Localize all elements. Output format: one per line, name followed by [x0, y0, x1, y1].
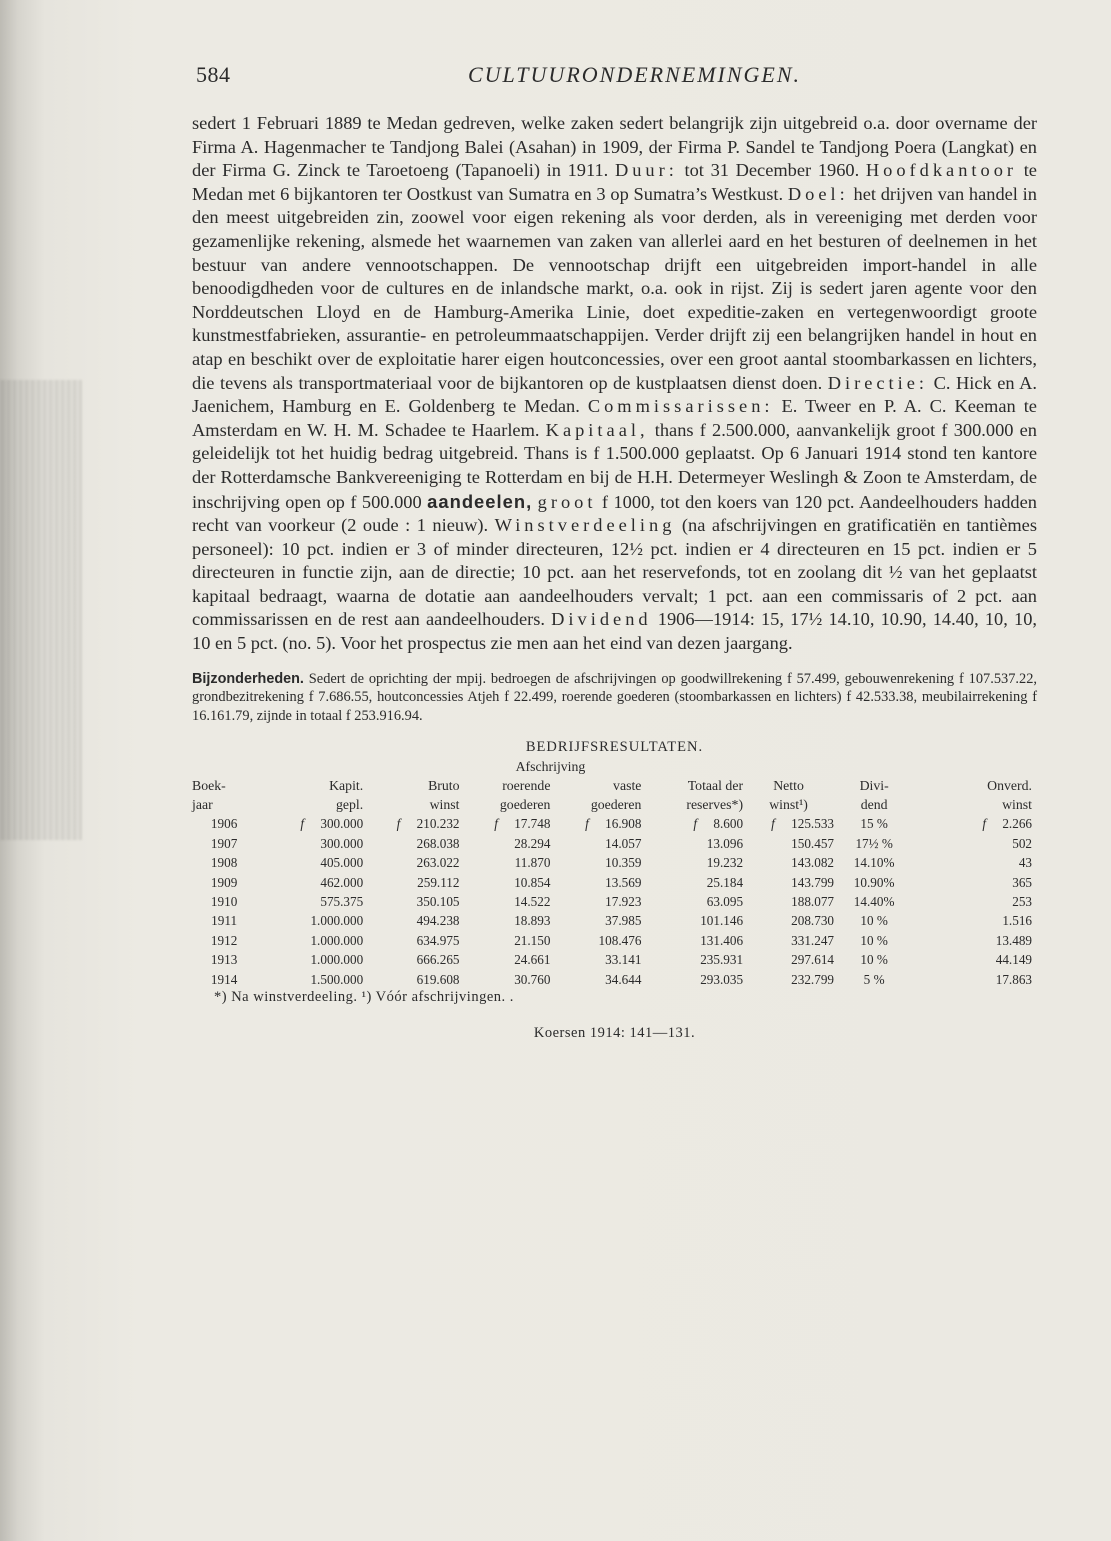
running-title: CULTUURONDERNEMINGEN.: [467, 62, 802, 87]
doel-label: Doel:: [787, 183, 849, 204]
cell-divi: 14.40%: [853, 894, 895, 910]
cell-divi: 10 %: [860, 952, 888, 968]
cell-bruto: 666.265: [416, 952, 460, 968]
cell-bruto: 619.608: [416, 971, 460, 987]
koersen-line: Koersen 1914: 141—131.: [533, 1025, 696, 1042]
cell-year: 1909: [210, 874, 238, 890]
cell-kapit: 1.000.000: [310, 932, 364, 948]
aandeelen-label: aandeelen,: [427, 490, 533, 512]
document-page: [192, 60, 1037, 1500]
cell-onverd: 44.149: [995, 952, 1032, 968]
cell-roerende: 24.661: [514, 952, 551, 968]
cell-totaal: 63.095: [706, 894, 744, 910]
table-row: [192, 873, 1032, 892]
col-subheader-kapit: gepl.: [336, 797, 364, 813]
particulars-text: Sedert de oprichting der mpij. bedroegen de afschrijvingen op goodwillrekening f 57.499, gebouwenrekening f 107.537.22, grondbezitrekening f 7.686.55, houtconcessies Atjeh f 22.499, roerende goederen (stoombarkassen en lichters) f 42.533.38, meubilairrekening f 16.161.79, zijnde in totaal f 253.916.94.: [192, 670, 1037, 724]
col-subheader-boekjaar: jaar: [192, 797, 213, 813]
cell-kapit: 1.500.000: [310, 971, 364, 987]
table-row: [192, 931, 1032, 950]
cell-totaal: 293.035: [700, 971, 744, 987]
cell-divi: 10.90%: [853, 874, 895, 890]
cell-roerende: 30.760: [514, 971, 551, 987]
cell-netto: 331.247: [791, 932, 834, 948]
col-subheader-onverd: winst: [1002, 797, 1032, 813]
body-text: het drijven van handel in den meest uitgebreiden zin, zoowel voor eigen rekening als voor derden, als in vereeniging met derden voor gezamenlijke rekening, alsmede het waarnemen van zaken van allerlei aard en het besturen of deelnemen in het bestuur van andere vennootschappen. De vennootschap drijft een uitgebreiden import-handel in alle benoodigdheden voor de cultures en de inlandsche markt, o.a. ook in rijst. Zij is sedert jaren agente voor den Norddeutschen Lloyd en de Hamburg-Amerika Linie, doet expeditie-zaken en vertegenwoordigt groote kunstmestfabrieken, assurantie- en petroleummaatschappijen. Verder drijft zij een belangrijken handel in hout en atap en beschikt over de exploitatie harer eigen houtconcessies, over een groot aantal stoombarkassen en lichters, die tevens als transportmateriaal voor de bijkantoren op de kustplaatsen dienst doen.: [192, 183, 1037, 393]
particulars-paragraph: [192, 670, 1037, 726]
cell-bruto: 263.022: [416, 855, 460, 871]
cell-year: 1914: [210, 971, 238, 987]
table-row: [192, 853, 1032, 872]
cell-bruto: f 210.232: [363, 814, 459, 833]
table-row: [192, 892, 1032, 911]
table-group-header-row: [192, 757, 1032, 776]
cell-netto: 188.077: [791, 894, 834, 910]
cell-netto: 143.799: [791, 874, 834, 890]
results-title: BEDRIJFSRESULTATEN.: [525, 739, 704, 756]
page-number: 584: [196, 62, 231, 87]
cell-totaal: 101.146: [700, 913, 744, 929]
body-text: C. Hick en A. Jaenichem, Hamburg en E. Goldenberg te Medan.: [192, 372, 1037, 417]
col-header-kapit: Kapit.: [329, 778, 364, 794]
cell-onverd: 1.516: [1002, 913, 1032, 929]
cell-bruto: 259.112: [417, 874, 460, 890]
cell-roerende: 28.294: [514, 835, 551, 851]
cell-kapit: f 300.000: [256, 814, 363, 833]
cell-onverd: 253: [1012, 894, 1032, 910]
group-header-afschrijving: Afschrijving: [515, 759, 586, 775]
cell-year: 1913: [210, 952, 238, 968]
cell-onverd: f 2.266: [914, 814, 1032, 833]
cell-vaste: 10.359: [605, 855, 642, 871]
cell-onverd: 365: [1012, 874, 1032, 890]
cell-netto: 143.082: [791, 855, 834, 871]
cell-kapit: 300.000: [320, 835, 364, 851]
table-footnote: *) Na winstverdeeling. ¹) Vóór afschrijvingen. .: [214, 989, 514, 1006]
cell-totaal: f 8.600: [641, 814, 743, 833]
cell-divi: 10 %: [860, 913, 888, 929]
cell-year: 1910: [210, 894, 238, 910]
col-subheader-netto: winst¹): [769, 797, 808, 813]
col-subheader-divi: dend: [860, 797, 888, 813]
currency-mark: f: [396, 816, 401, 832]
cell-year: 1912: [210, 932, 238, 948]
cell-vaste: 34.644: [605, 971, 642, 987]
cell-bruto: 494.238: [416, 913, 460, 929]
cell-year: 1911: [211, 913, 238, 929]
cell-divi: 10 %: [860, 932, 888, 948]
cell-roerende: f 17.748: [460, 814, 551, 833]
cell-kapit: 575.375: [320, 894, 364, 910]
col-subheader-vaste: goederen: [590, 797, 642, 813]
cell-vaste: 14.057: [605, 835, 642, 851]
hoofdkantoor-label: Hoofdkantoor: [865, 160, 1018, 181]
dividend-label: Dividend: [551, 609, 652, 630]
winstverdeeling-label: Winstverdeeling: [494, 515, 676, 536]
col-header-divi: Divi-: [859, 778, 889, 794]
results-body: [192, 814, 1032, 989]
col-header-bruto: Bruto: [428, 778, 460, 794]
col-header-vaste: vaste: [613, 778, 642, 794]
groot-label: groot: [537, 491, 597, 512]
cell-divi: 5 %: [863, 971, 885, 987]
cell-vaste: 33.141: [605, 952, 642, 968]
cell-divi: 14.10%: [853, 855, 895, 871]
cell-kapit: 462.000: [320, 874, 364, 890]
company-description: [192, 112, 1037, 656]
col-header-boekjaar: Boek-: [192, 778, 226, 794]
cell-roerende: 18.893: [514, 913, 551, 929]
cell-totaal: 235.931: [700, 952, 744, 968]
cell-vaste: 108.476: [598, 932, 642, 948]
cell-netto: 232.799: [791, 971, 834, 987]
kapitaal-label: Kapitaal,: [545, 419, 649, 440]
cell-onverd: 13.489: [995, 932, 1032, 948]
cell-netto: f 125.533: [743, 814, 834, 833]
running-head: [192, 60, 1037, 96]
cell-totaal: 131.406: [700, 932, 744, 948]
col-header-netto: Netto: [773, 778, 804, 794]
cell-roerende: 21.150: [514, 932, 551, 948]
commissarissen-label: Commissarissen:: [587, 396, 774, 417]
book-binding-shadow: [0, 380, 82, 840]
cell-kapit: 1.000.000: [310, 913, 364, 929]
table-header-row-2: [192, 795, 1032, 814]
cell-netto: 297.614: [791, 952, 834, 968]
cell-roerende: 14.522: [514, 894, 551, 910]
body-text: E. Tweer en P. A. C. Keeman te Amsterdam en W. H. M. Schadee te Haarlem.: [192, 396, 1037, 440]
col-header-totaal: Totaal der: [687, 778, 744, 794]
table-header-row-1: [192, 776, 1032, 795]
table-row: [192, 814, 1032, 833]
cell-totaal: 19.232: [706, 855, 744, 871]
cell-year: 1906: [210, 816, 238, 832]
cell-roerende: 11.870: [514, 855, 551, 871]
cell-totaal: 13.096: [706, 835, 744, 851]
cell-vaste: 37.985: [605, 913, 642, 929]
currency-mark: f: [300, 816, 305, 832]
body-text: tot 31 December 1960.: [684, 160, 860, 181]
cell-vaste: 13.569: [605, 874, 642, 890]
currency-mark: f: [585, 816, 589, 832]
col-header-onverd: Onverd.: [987, 778, 1032, 794]
table-row: [192, 911, 1032, 930]
cell-kapit: 1.000.000: [310, 952, 364, 968]
cell-vaste: 17.923: [605, 894, 642, 910]
cell-kapit: 405.000: [320, 855, 364, 871]
cell-year: 1908: [210, 855, 238, 871]
cell-bruto: 350.105: [416, 894, 460, 910]
table-row: [192, 970, 1032, 989]
particulars-lead: Bijzonderheden.: [192, 670, 304, 687]
cell-bruto: 268.038: [416, 835, 460, 851]
body-text: thans f 2.500.000, aanvankelijk groot f 300.000 en geleidelijk tot het huidig bedrag uitgebreid. Thans is f 1.500.000 geplaatst. Op 6 Januari 1914 stond ten kantore der Rotterdamsche Bankvereeniging te Rotterdam en bij de H.H. Determeyer Weslingh & Zoon te Amsterdam, de inschrijving open op f 500.000: [192, 419, 1037, 512]
cell-vaste: f 16.908: [550, 814, 641, 833]
cell-divi: 17½ %: [855, 835, 893, 851]
col-subheader-totaal: reserves*): [686, 797, 744, 813]
body-text: 1906—1914: 15, 17½ 14.10, 10.90, 14.40, 10, 10, 10 en 5 pct. (no. 5). Voor het prospectus zie men aan het eind van dezen jaargang.: [192, 609, 1037, 654]
duur-label: Duur:: [614, 160, 678, 181]
currency-mark: f: [693, 816, 698, 832]
body-text: te Medan met 6 bijkantoren ter Oostkust van Sumatra en 3 op Sumatra’s Westkust.: [192, 160, 1037, 204]
currency-mark: f: [494, 816, 498, 832]
cell-onverd: 502: [1012, 835, 1032, 851]
cell-totaal: 25.184: [706, 874, 744, 890]
cell-onverd: 43: [1018, 855, 1032, 871]
col-subheader-roerende: goederen: [499, 797, 551, 813]
currency-mark: f: [982, 816, 986, 832]
table-row: [192, 834, 1032, 853]
body-text: f 1000, tot den koers van 120 pct. Aandeelhouders hadden recht van voorkeur (2 oude : 1 nieuw).: [192, 491, 1037, 536]
table-row: [192, 950, 1032, 969]
cell-year: 1907: [210, 835, 238, 851]
col-subheader-bruto: winst: [429, 797, 460, 813]
cell-netto: 208.730: [791, 913, 834, 929]
body-text: (na afschrijvingen en gratificatiën en tantièmes personeel): 10 pct. indien er 3 of minder directeuren, 12½ pct. indien er 4 directeuren en 15 pct. indien er 5 directeuren in functie zijn, aan de directie; 10 pct. aan het reservefonds, tot en zoolang dit ½ van het geplaatst kapitaal bedraagt, waarna de dotatie aan aandeelhouders vervalt; 1 pct. aan een commissaris of 2 pct. aan commissarissen en de rest aan aandeelhouders.: [192, 515, 1037, 630]
col-header-roerende: roerende: [502, 778, 551, 794]
cell-netto: 150.457: [791, 835, 834, 851]
cell-roerende: 10.854: [514, 874, 551, 890]
cell-onverd: 17.863: [995, 971, 1032, 987]
cell-bruto: 634.975: [416, 932, 460, 948]
body-text: sedert 1 Februari 1889 te Medan gedreven, welke zaken sedert belangrijk zijn uitgebreid o.a. door overname der Firma A. Hagenmacher te Tandjong Balei (Asahan) in 1909, der Firma P. Sandel te Tandjong Poera (Langkat) en der Firma G. Zinck te Taroetoeng (Tapanoeli) in 1911.: [192, 113, 1037, 181]
cell-divi: 15 %: [860, 816, 888, 832]
currency-mark: f: [771, 816, 775, 832]
directie-label: Directie:: [827, 372, 929, 393]
results-table: [192, 757, 1032, 989]
